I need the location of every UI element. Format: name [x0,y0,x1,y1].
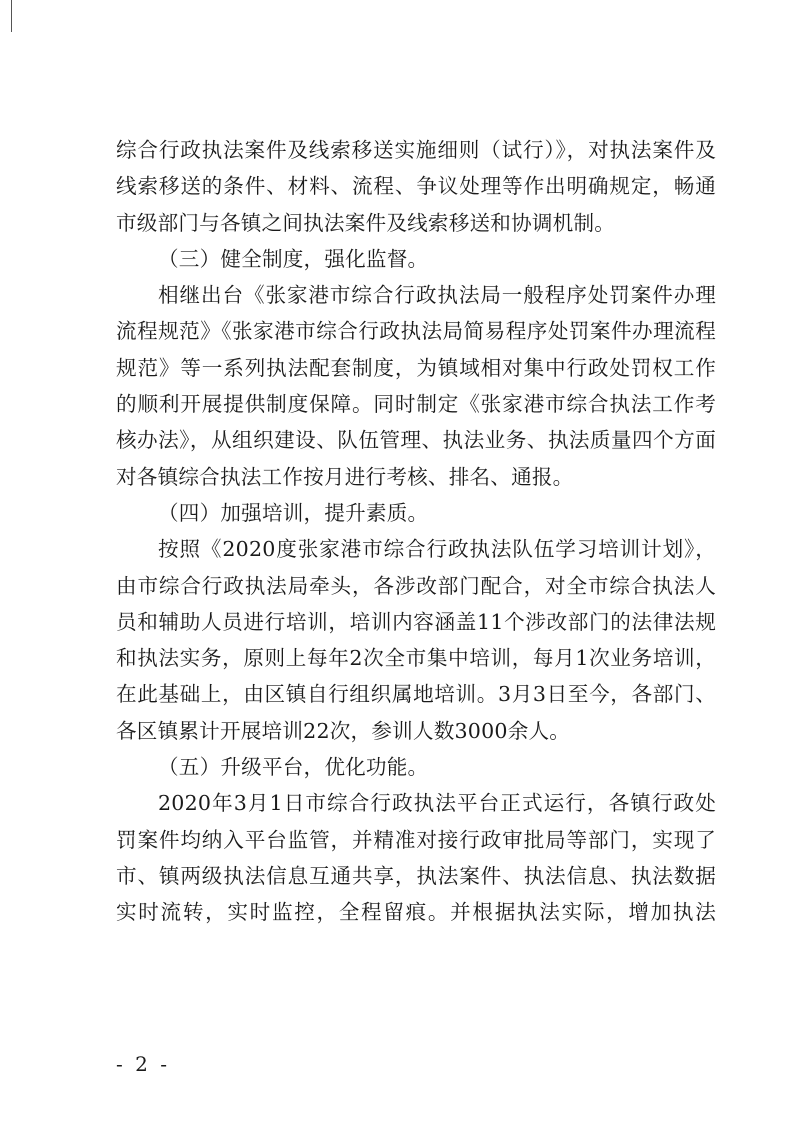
paragraph-continuation: 综合行政执法案件及线索移送实施细则（试行）》，对执法案件及线索移送的条件、材料、流程、争议处理等作出明确规定，畅通市级部门与各镇之间执法案件及线索移送和协调机制。 [116,138,716,235]
paragraph-system: 相继出台《张家港市综合行政执法局一般程序处罚案件办理流程规范》《张家港市综合行政执法局简易程序处罚案件办理流程规范》等一系列执法配套制度，为镇域相对集中行政处罚权工作的顺利开展提供制度保障。同时制定《张家港市综合执法工作考核办法》，从组织建设、队伍管理、执法业务、执法质量四个方面对各镇综合执法工作按月进行考核、排名、通报。 [116,283,716,489]
scan-edge-mark [11,0,12,32]
paragraph-platform: 2020年3月1日市综合行政执法平台正式运行，各镇行政处罚案件均纳入平台监管，并精准对接行政审批局等部门，实现了市、镇两级执法信息互通共享，执法案件、执法信息、执法数据实时流转，实时监控，全程留痕。并根据执法实际，增加执法 [116,791,716,925]
section-heading-3: （三）健全制度，强化监督。 [158,246,429,271]
paragraph-training: 按照《2020度张家港市综合行政执法队伍学习培训计划》，由市综合行政执法局牵头，各涉改部门配合，对全市综合执法人员和辅助人员进行培训，培训内容涵盖11个涉改部门的法律法规和执法实务，原则上每年2次全市集中培训，每月1次业务培训，在此基础上，由区镇自行组织属地培训。3月3日至今，各部门、各区镇累计开展培训22次，参训人数3000余人。 [116,537,716,743]
section-heading-4: （四）加强培训，提升素质。 [158,500,429,525]
page-number: - 2 - [116,1052,170,1076]
section-heading-5: （五）升级平台，优化功能。 [158,755,429,780]
document-body [116,132,716,931]
